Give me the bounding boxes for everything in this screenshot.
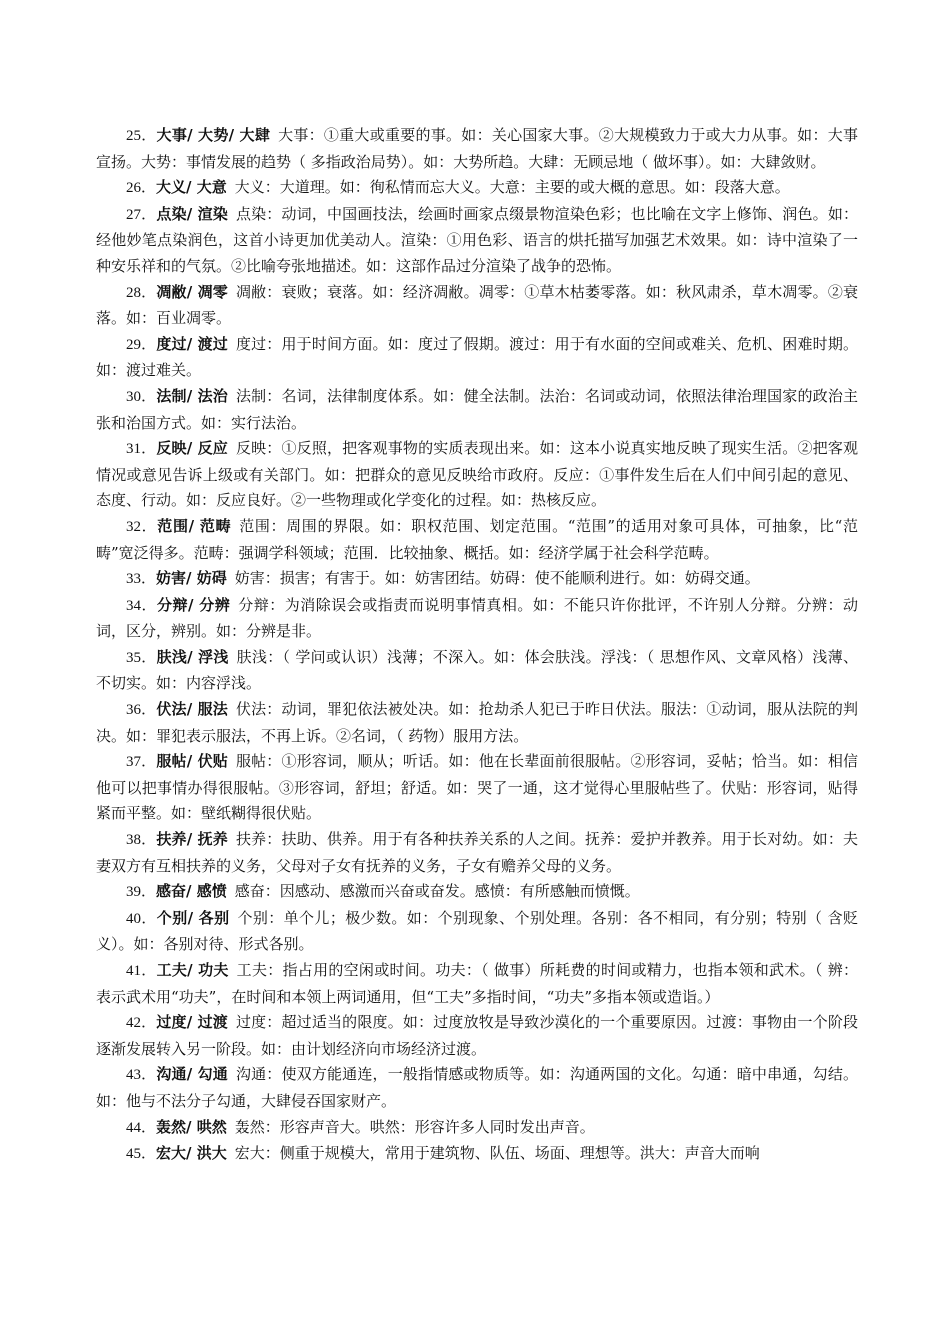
- entry-definition: 过度：超过适当的限度。如：过度放牧是导致沙漠化的一个重要原因。过渡：事物由一个阶段逐渐发展转入另一阶段。如：由计划经济向市场经济过渡。: [96, 1013, 858, 1058]
- entry-number: 32．: [126, 518, 158, 535]
- entry-term: 过度/ 过渡: [156, 1013, 228, 1032]
- entry-number: 26．: [126, 180, 157, 197]
- entry-38: [96, 827, 858, 879]
- entry-definition: 点染：动词，中国画技法，绘画时画家点缀景物渲染色彩；也比喻在文字上修饰、润色。如：经他妙笔点染润色，这首小诗更加优美动人。渲染：①用色彩、语言的烘托描写加强艺术效果。如：诗中渲染了一种安乐祥和的气氛。②比喻夸张地描述。如：这部作品过分渲染了战争的恐怖。: [96, 204, 858, 275]
- entry-term: 范围/ 范畴: [157, 516, 232, 535]
- entry-42: [96, 1010, 858, 1062]
- entry-term: 分辩/ 分辨: [157, 595, 231, 614]
- entry-number: 27．: [126, 206, 157, 223]
- entry-term: 大义/ 大意: [156, 178, 227, 197]
- entry-number: 37．: [126, 754, 157, 771]
- entry-term: 伏法/ 服法: [156, 700, 228, 719]
- entry-definition: 度过：用于时间方面。如：度过了假期。渡过：用于有水面的空间或难关、危机、困难时期。如：渡过难关。: [96, 334, 858, 380]
- entry-44: [96, 1115, 858, 1142]
- entry-term: 反映/ 反应: [156, 439, 228, 458]
- entry-30: [96, 384, 858, 436]
- entry-number: 45．: [126, 1146, 157, 1163]
- entry-number: 43．: [126, 1067, 157, 1084]
- entry-number: 44．: [126, 1119, 157, 1136]
- entry-term: 妨害/ 妨碍: [156, 569, 227, 588]
- entry-40: [96, 906, 858, 958]
- entry-term: 肤浅/ 浮浅: [156, 647, 229, 666]
- entry-35: [96, 645, 858, 697]
- entry-definition: 感奋：因感动、感激而兴奋或奋发。感愤：有所感触而愤慨。: [234, 882, 640, 901]
- entry-definition: 范围：周围的界限。如：职权范围、划定范围。“范围”的适用对象可具体，可抽象，比“范畴”宽泛得多。范畴：强调学科领域；范围．比较抽象、概括。如：经济学属于社会科学范畴。: [96, 516, 858, 562]
- entry-term: 感奋/ 感愤: [156, 882, 227, 901]
- entry-number: 40．: [126, 910, 157, 927]
- entry-39: [96, 879, 858, 906]
- entry-number: 35．: [126, 649, 157, 666]
- entry-28: [96, 280, 858, 332]
- entry-number: 39．: [126, 884, 157, 901]
- entry-definition: 宏大：侧重于规模大，常用于建筑物、队伍、场面、理想等。洪大：声音大而响: [234, 1144, 760, 1163]
- entry-term: 个别/ 各别: [156, 908, 230, 927]
- entry-26: [96, 175, 858, 202]
- entry-definition: 伏法：动词，罪犯依法被处决。如：抢劫杀人犯已于昨日伏法。服法：①动词，服从法院的判决。如：罪犯表示服法，不再上诉。②名词，（ 药物）服用方法。: [96, 700, 858, 745]
- entry-term: 沟通/ 勾通: [156, 1065, 228, 1084]
- entry-number: 33．: [126, 571, 157, 588]
- entry-definition: 凋敝：衰败；衰落。如：经济凋敝。凋零：①草木枯萎零落。如：秋风肃杀，草木凋零。②衰落。如：百业凋零。: [96, 282, 858, 328]
- entry-definition: 沟通：使双方能通连，一般指情感或物质等。如：沟通两国的文化。勾通：暗中串通，勾结。如：他与不法分子勾通，大肆侵吞国家财产。: [96, 1065, 858, 1110]
- entry-term: 扶养/ 抚养: [156, 830, 228, 849]
- entry-term: 度过/ 渡过: [156, 334, 228, 353]
- entry-43: [96, 1062, 858, 1114]
- entry-number: 41．: [126, 963, 157, 979]
- entry-number: 28．: [126, 284, 157, 301]
- entry-definition: 反映：①反照，把客观事物的实质表现出来。如：这本小说真实地反映了现实生活。②把客观情况或意见告诉上级或有关部门。如：把群众的意见反映给市政府。反应：①事件发生后在人们中间引起的意见、态度、行动。如：反应良好。②一些物理或化学变化的过程。如：热核反应。: [96, 439, 858, 510]
- entry-number: 29．: [126, 336, 157, 353]
- document-body: [96, 123, 858, 1168]
- entry-term: 轰然/ 哄然: [156, 1117, 227, 1136]
- entry-number: 25．: [126, 128, 157, 144]
- entry-41: [96, 958, 858, 1010]
- entry-definition: 大义：大道理。如：徇私情而忘大义。大意：主要的或大概的意思。如：段落大意。: [234, 178, 790, 197]
- entry-term: 凋敝/ 凋零: [156, 282, 228, 301]
- entry-definition: 扶养：扶助、供养。用于有各种扶养关系的人之间。抚养：爱护并教养。用于长对幼。如：夫妻双方有互相扶养的义务，父母对子女有抚养的义务，子女有赡养父母的义务。: [96, 830, 858, 875]
- entry-term: 法制/ 法治: [156, 386, 228, 405]
- entry-27: [96, 202, 858, 280]
- entry-number: 31．: [126, 441, 157, 458]
- entry-definition: 肤浅：（ 学问或认识）浅薄；不深入。如：体会肤浅。浮浅：（ 思想作风、文章风格）浅薄、不切实。如：内容浮浅。: [96, 647, 858, 693]
- entry-37: [96, 749, 858, 827]
- entry-definition: 轰然：形容声音大。哄然：形容许多人同时发出声音。: [234, 1117, 595, 1136]
- entry-term: 点染/ 渲染: [156, 204, 228, 223]
- entry-definition: 服帖：①形容词，顺从；听话。如：他在长辈面前很服帖。②形容词，妥帖；恰当。如：相信他可以把事情办得很服帖。③形容词，舒坦；舒适。如：哭了一通，这才觉得心里服帖些了。伏贴：形容词，贴得紧而平整。如：壁纸糊得很伏贴。: [96, 752, 858, 823]
- entry-number: 34．: [126, 597, 158, 614]
- entry-term: 宏大/ 洪大: [156, 1144, 227, 1163]
- entry-31: [96, 436, 858, 514]
- entry-36: [96, 697, 858, 749]
- entry-definition: 法制：名词，法律制度体系。如：健全法制。法治：名词或动词，依照法律治理国家的政治主张和治国方式。如：实行法治。: [96, 386, 858, 432]
- entry-definition: 大事：①重大或重要的事。如：关心国家大事。②大规模致力于或大力从事。如：大事宣扬。大势：事情发展的趋势（ 多指政治局势）。如：大势所趋。大肆：无顾忌地（ 做坏事）。如：大肆敛财。: [96, 126, 858, 171]
- entry-number: 36．: [126, 702, 157, 719]
- entry-definition: 工夫：指占用的空闲或时间。功夫：（ 做事）所耗费的时间或精力，也指本领和武术。（ 辨：表示武术用“功夫”，在时间和本领上两词通用，但“工夫”多指时间，“功夫”多指本领或造诣。）: [96, 961, 858, 1006]
- entry-term: 服帖/ 伏贴: [156, 752, 228, 771]
- entry-45: [96, 1141, 858, 1168]
- entry-definition: 个别：单个儿；极少数。如：个别现象、个别处理。各别：各不相同，有分别；特别（ 含贬义）。如：各别对待、形式各别。: [96, 908, 858, 954]
- entry-definition: 分辩：为消除误会或指责而说明事情真相。如：不能只许你批评，不许别人分辩。分辨：动词，区分，辨别。如：分辨是非。: [96, 595, 858, 641]
- entry-number: 30．: [126, 388, 157, 405]
- entry-term: 工夫/ 功夫: [156, 961, 229, 979]
- entry-33: [96, 566, 858, 593]
- entry-definition: 妨害：损害；有害于。如：妨害团结。妨碍：使不能顺利进行。如：妨碍交通。: [234, 569, 760, 588]
- entry-29: [96, 332, 858, 384]
- entry-number: 38．: [126, 832, 157, 849]
- entry-25: [96, 123, 858, 175]
- entry-number: 42．: [126, 1015, 157, 1032]
- entry-32: [96, 514, 858, 566]
- entry-term: 大事/ 大势/ 大肆: [156, 126, 271, 144]
- entry-34: [96, 593, 858, 645]
